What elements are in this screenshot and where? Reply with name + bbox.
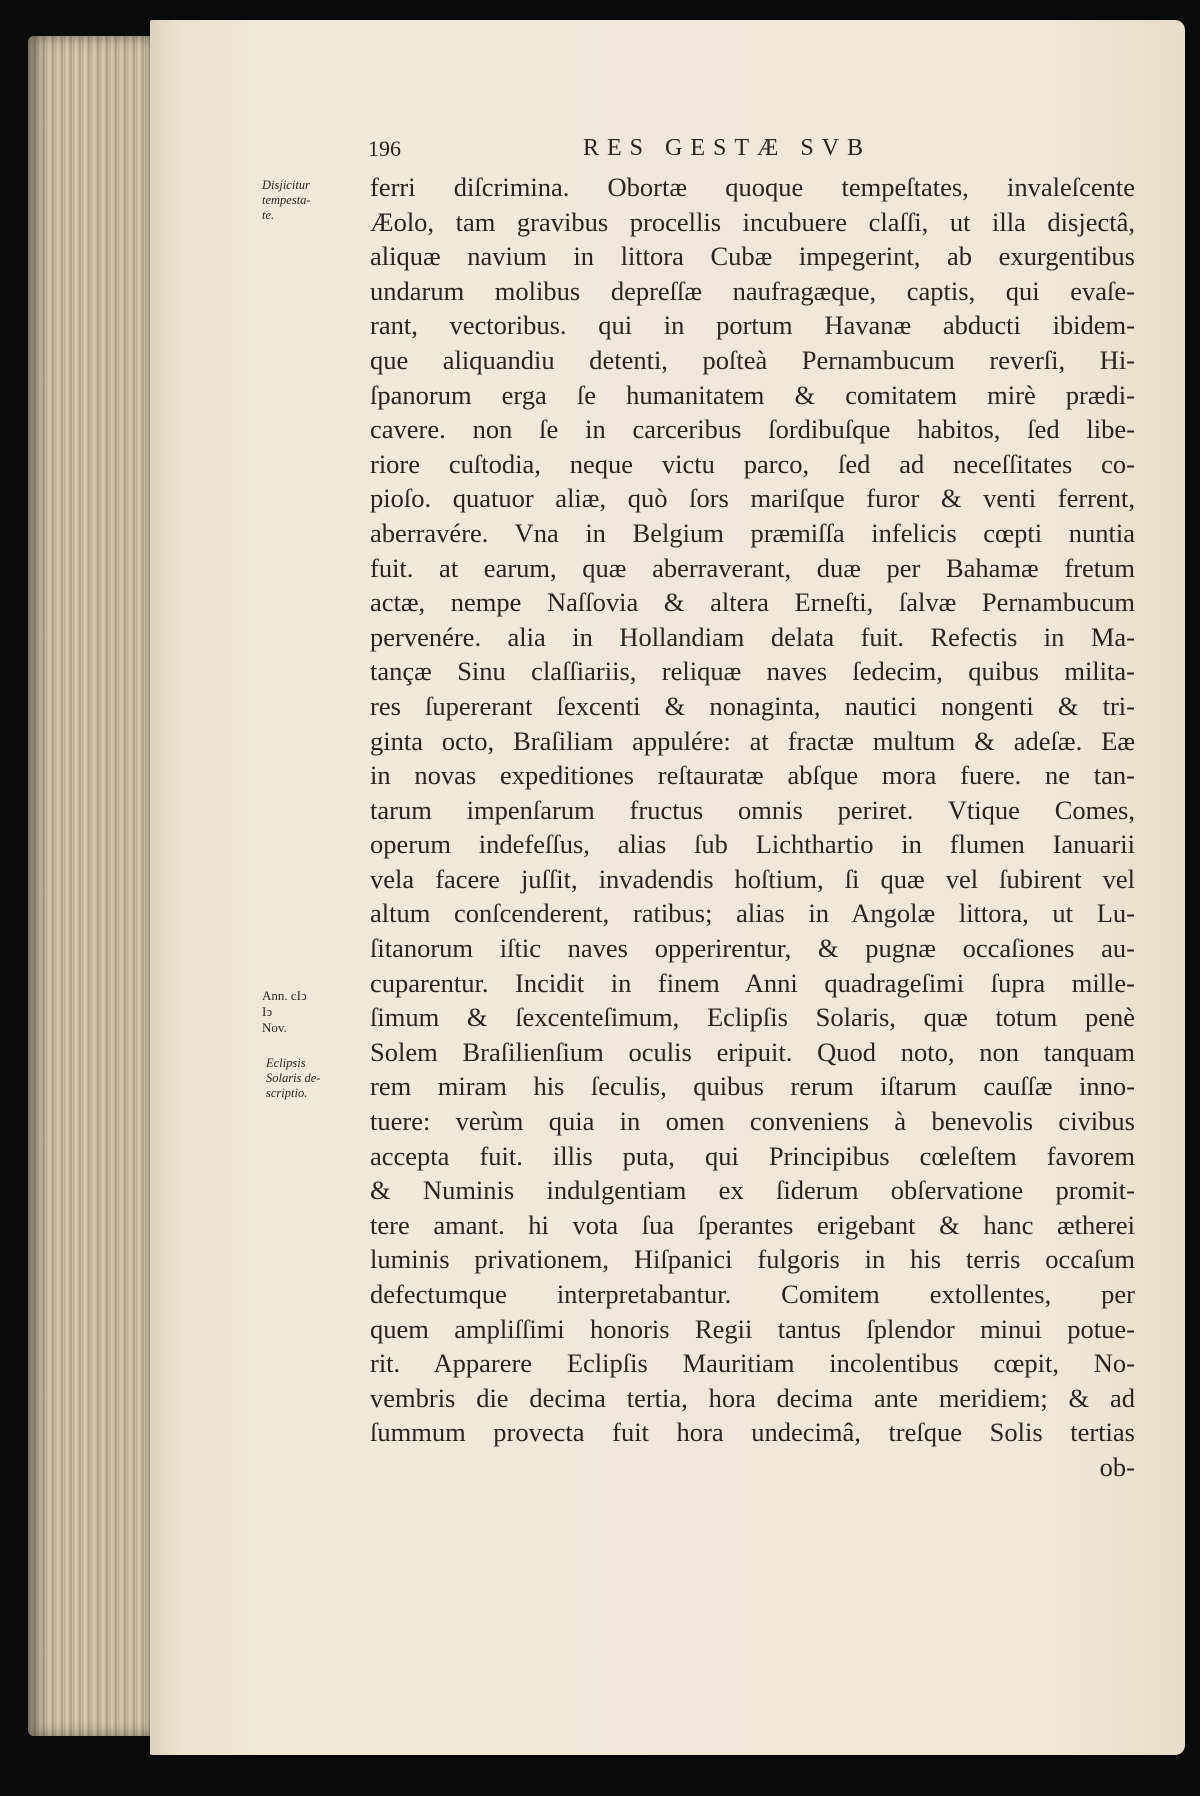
- text-line: operum indefeſſus, alias ſub Lichthartio in flumen Ianuarii: [370, 829, 1135, 860]
- text-line: accepta fuit. illis puta, qui Principibus cœleſtem favorem: [370, 1140, 1135, 1171]
- text-line: Æolo, tam gravibus procellis incubuere claſſi, ut illa disjectâ,: [370, 206, 1135, 237]
- text-line: tuere: verùm quia in omen conveniens à benevolis civibus: [370, 1106, 1135, 1137]
- text-line: tere amant. hi vota ſua ſperantes erigebant & hanc ætherei: [370, 1209, 1135, 1240]
- text-line: ſimum & ſexcenteſimum, Eclipſis Solaris, quæ totum penè: [370, 1002, 1135, 1033]
- text-line: luminis privationem, Hiſpanici fulgoris in his terris occaſum: [370, 1244, 1135, 1275]
- text-line: cavere. non ſe in carceribus ſordibuſque habitos, ſed libe-: [370, 414, 1135, 445]
- marginal-line: Nov.: [262, 1020, 287, 1035]
- marginal-note-eclipsis: [266, 1056, 321, 1101]
- text-line: actæ, nempe Naſſovia & altera Erneſti, ſalvæ Pernambucum: [370, 587, 1135, 618]
- text-line: res ſupererant ſexcenti & nonaginta, nautici nongenti & tri-: [370, 690, 1135, 721]
- text-line: tarum impenſarum fructus omnis periret. Vtique Comes,: [370, 794, 1135, 825]
- text-line: vembris die decima tertia, hora decima ante meridiem; & ad: [370, 1382, 1135, 1413]
- text-line: Solem Braſilienſium oculis eripuit. Quod noto, non tanquam: [370, 1036, 1135, 1067]
- catchword: ob-: [1099, 1451, 1135, 1482]
- text-line: rem miram his ſeculis, quibus rerum iſtarum cauſſæ inno-: [370, 1071, 1135, 1102]
- marginal-line: te.: [262, 208, 275, 222]
- text-line: ginta octo, Braſiliam appulére: at fractæ multum & adeſæ. Eæ: [370, 725, 1135, 756]
- text-line: ferri diſcrimina. Obortæ quoque tempeſtates, invaleſcente: [370, 172, 1135, 202]
- text-line: ſitanorum iſtic naves opperirentur, & pugnæ occaſiones au-: [370, 933, 1135, 964]
- text-line: vela facere juſſit, invadendis hoſtium, ſi quæ vel ſubirent vel: [370, 863, 1135, 894]
- text-line: riore cuſtodia, neque victu parco, ſed ad neceſſitates co-: [370, 448, 1135, 479]
- text-line: ſpanorum erga ſe humanitatem & comitatem mirè prædi-: [370, 379, 1135, 410]
- marginal-note-tempestas: [262, 178, 311, 223]
- text-line: in novas expeditiones reſtauratæ abſque mora fuere. ne tan-: [370, 760, 1135, 791]
- marginal-line: tempesta-: [262, 193, 311, 207]
- marginal-line: Iↄ: [262, 1004, 273, 1019]
- marginal-line: Solaris de-: [266, 1071, 321, 1085]
- text-line: aliquæ navium in littora Cubæ impegerint, ab exurgentibus: [370, 241, 1135, 272]
- text-line: ſummum provecta fuit hora undecimâ, treſque Solis tertias: [370, 1417, 1135, 1448]
- text-line: que aliquandiu detenti, poſteà Pernambucum reverſi, Hi-: [370, 344, 1135, 375]
- running-title: RES GESTÆ SVB: [583, 135, 872, 161]
- text-line: & Numinis indulgentiam ex ſiderum obſervatione promit-: [370, 1175, 1135, 1206]
- page-number: 196: [368, 136, 401, 161]
- text-line: aberravére. Vna in Belgium præmiſſa infelicis cœpti nuntia: [370, 517, 1135, 548]
- text-line: pioſo. quatuor aliæ, quò ſors mariſque furor & venti ferrent,: [370, 483, 1135, 514]
- marginal-line: Eclipsis: [266, 1056, 306, 1070]
- text-line: pervenére. alia in Hollandiam delata fuit. Refectis in Ma-: [370, 621, 1135, 652]
- marginal-line: Disjicitur: [262, 178, 310, 192]
- text-line: rant, vectoribus. qui in portum Havanæ abducti ibidem-: [370, 310, 1135, 341]
- text-line: rit. Apparere Eclipſis Mauritiam incolentibus cœpit, No-: [370, 1348, 1135, 1379]
- marginal-note-date: [262, 988, 307, 1036]
- text-line: quem ampliſſimi honoris Regii tantus ſplendor minui potue-: [370, 1313, 1135, 1344]
- marginal-line: Ann. cIↄ: [262, 988, 307, 1003]
- text-line: cuparentur. Incidit in finem Anni quadrageſimi ſupra mille-: [370, 967, 1135, 998]
- body-text: [370, 170, 1135, 1485]
- text-line: tançæ Sinu claſſiariis, reliquæ naves ſedecim, quibus milita-: [370, 656, 1135, 687]
- text-line: fuit. at earum, quæ aberraverant, duæ per Bahamæ fretum: [370, 552, 1135, 583]
- marginal-line: scriptio.: [266, 1086, 308, 1100]
- text-line: defectumque interpretabantur. Comitem extollentes, per: [370, 1279, 1135, 1309]
- text-line: undarum molibus depreſſæ naufragæque, captis, qui evaſe-: [370, 275, 1135, 306]
- text-line: altum conſcenderent, ratibus; alias in Angolæ littora, ut Lu-: [370, 898, 1135, 929]
